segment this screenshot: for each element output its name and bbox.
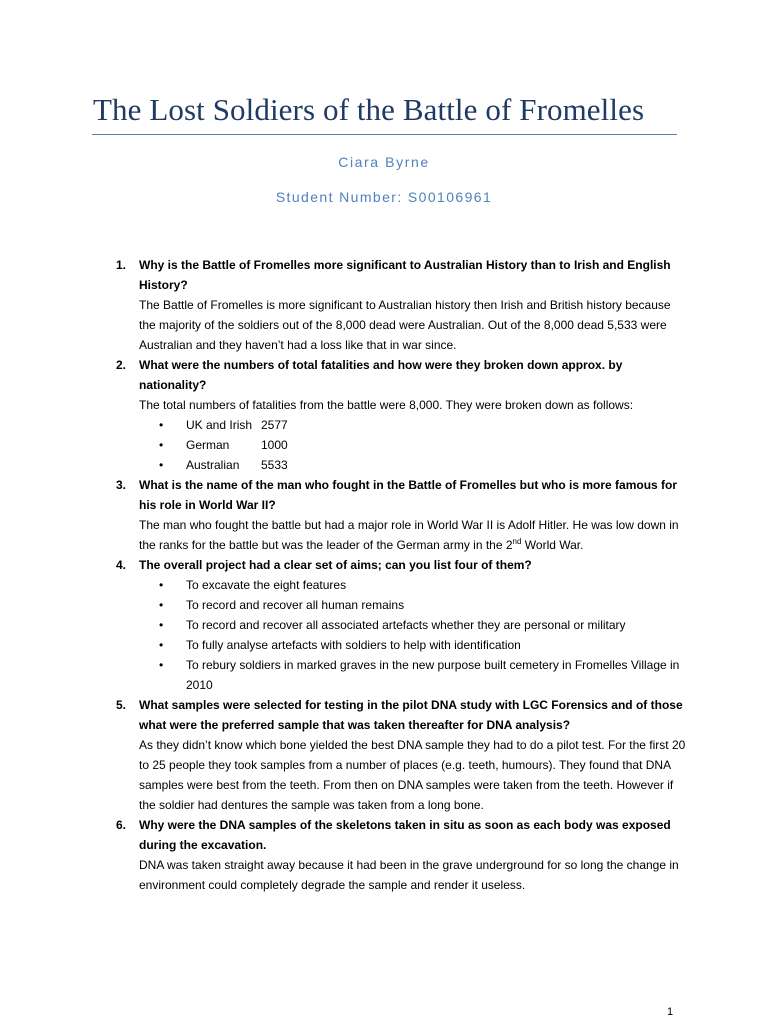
fatality-count: 5533 — [261, 458, 288, 472]
list-item — [139, 635, 686, 655]
question-number: 1. — [116, 258, 127, 272]
fatality-count: 1000 — [261, 438, 288, 452]
list-item — [139, 455, 686, 475]
author-name: Ciara Byrne — [338, 154, 430, 170]
list-item — [139, 575, 686, 595]
question-item-4 — [116, 555, 686, 695]
fatality-breakdown-list — [139, 415, 686, 475]
aim-text: To record and recover all human remains — [186, 598, 405, 612]
answer-text: The Battle of Fromelles is more significant to Australian history then Irish and British history because the majority of the soldiers out of the 8,000 dead were Australian. Out of the 8,000 dead 5,533 were Australian and they haven’t had a loss like that in war since. — [139, 298, 671, 352]
bullet-icon: • — [159, 418, 164, 432]
bullet-icon: • — [159, 638, 164, 652]
question-number: 6. — [116, 818, 127, 832]
question-text: What samples were selected for testing in the pilot DNA study with LGC Forensics and of those what were the preferred sample that was taken thereafter for DNA analysis? — [139, 698, 683, 732]
bullet-icon: • — [159, 438, 164, 452]
list-item — [139, 435, 686, 455]
bullet-icon: • — [159, 598, 164, 612]
question-number: 2. — [116, 358, 127, 372]
question-item-2 — [116, 355, 686, 475]
aim-text: To excavate the eight features — [186, 578, 347, 592]
title-underline — [92, 134, 677, 135]
student-number: Student Number: S00106961 — [275, 189, 493, 205]
ordinal-superscript: nd — [512, 537, 522, 546]
answer-text-start: The man who fought the battle but had a major role in World War II is Adolf Hitler. He was low down in the ranks for the battle but was the leader of the German army in the 2 — [139, 518, 679, 552]
bullet-icon: • — [159, 618, 164, 632]
question-number: 4. — [116, 558, 127, 572]
answer-text-end: World War. — [521, 538, 584, 552]
question-list — [116, 255, 686, 895]
question-text: What were the numbers of total fatalities and how were they broken down approx. by nationality? — [139, 358, 623, 392]
nationality-label: UK and Irish — [186, 418, 253, 432]
answer-text: As they didn’t know which bone yielded the best DNA sample they had to do a pilot test. For the first 20 to 25 people they took samples from a number of places (e.g. teeth, humours). They found that DNA samples were best from the teeth. From then on DNA samples were taken from the teeth. However if the soldier had dentures the sample was taken from a long bone. — [139, 738, 686, 812]
question-item-6 — [116, 815, 686, 895]
question-text: Why is the Battle of Fromelles more significant to Australian History than to Irish and English History? — [139, 258, 671, 292]
aim-text: To fully analyse artefacts with soldiers to help with identification — [186, 638, 521, 652]
bullet-icon: • — [159, 658, 164, 672]
fatality-count: 2577 — [261, 418, 288, 432]
question-text: Why were the DNA samples of the skeletons taken in situ as soon as each body was exposed during the excavation. — [139, 818, 671, 852]
question-text: What is the name of the man who fought in the Battle of Fromelles but who is more famous for his role in World War II? — [139, 478, 678, 512]
list-item — [139, 415, 686, 435]
bullet-icon: • — [159, 578, 164, 592]
list-item — [139, 655, 686, 695]
page-number: 1 — [667, 1006, 674, 1018]
answer-text — [139, 515, 686, 555]
aims-list — [139, 575, 686, 695]
aim-text: To record and recover all associated artefacts whether they are personal or military — [186, 618, 626, 632]
answer-text: DNA was taken straight away because it had been in the grave underground for so long the change in environment could completely degrade the sample and render it useless. — [139, 858, 679, 892]
aim-text: To rebury soldiers in marked graves in the new purpose built cemetery in Fromelles Village in 2010 — [186, 658, 680, 692]
question-item-1 — [116, 255, 686, 355]
question-text: The overall project had a clear set of aims; can you list four of them? — [139, 558, 532, 572]
answer-text: The total numbers of fatalities from the battle were 8,000. They were broken down as follows: — [139, 398, 634, 412]
nationality-label: Australian — [186, 458, 240, 472]
bullet-icon: • — [159, 458, 164, 472]
question-number: 5. — [116, 698, 127, 712]
question-item-5 — [116, 695, 686, 815]
question-item-3 — [116, 475, 686, 555]
list-item — [139, 615, 686, 635]
document-title: The Lost Soldiers of the Battle of Fromelles — [93, 92, 645, 127]
list-item — [139, 595, 686, 615]
nationality-label: German — [186, 438, 230, 452]
question-number: 3. — [116, 478, 127, 492]
